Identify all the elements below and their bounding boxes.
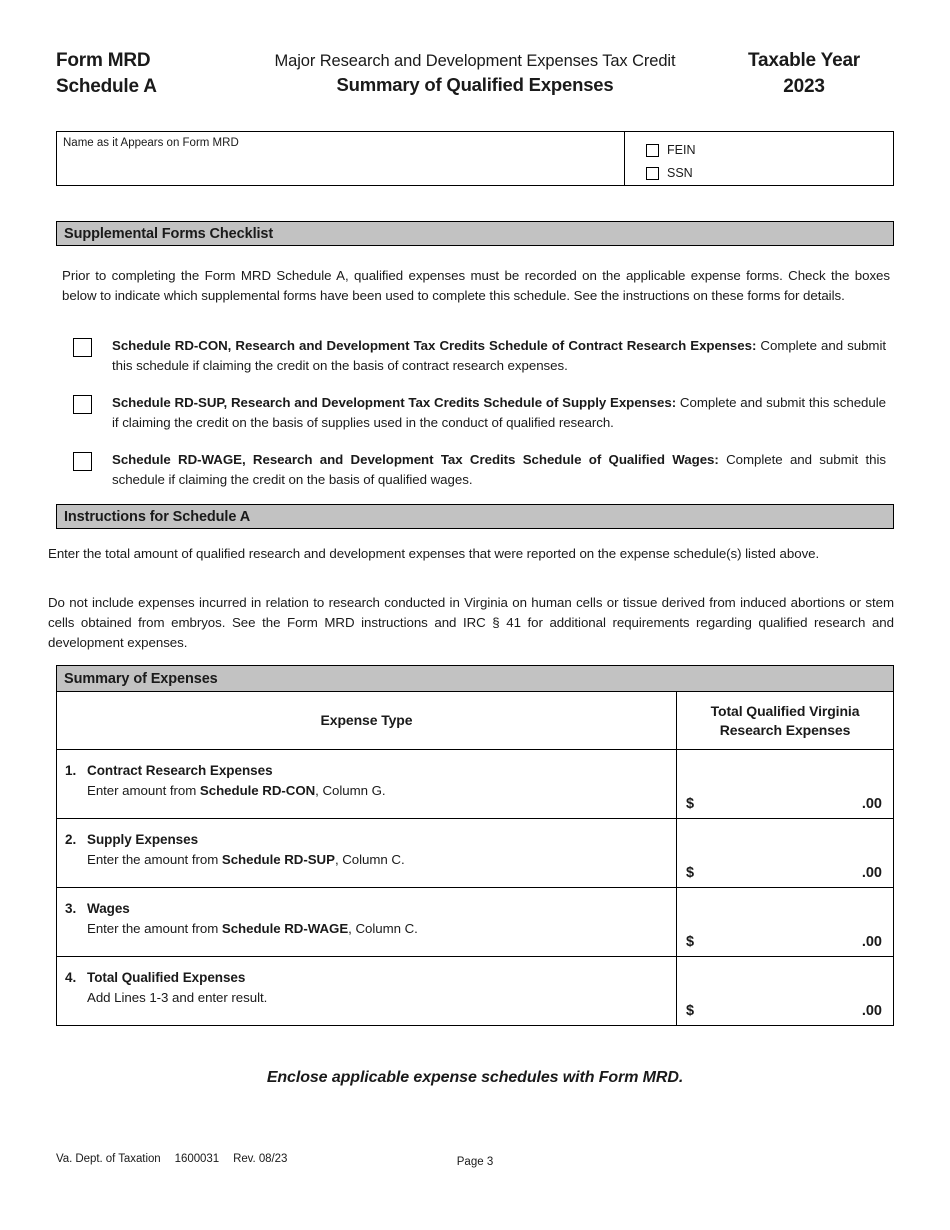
- rd-wage-detail: Complete and submit this schedule if claiming the credit on the basis of qualified wages.: [112, 451, 886, 488]
- rd-con-description: [112, 336, 886, 377]
- form-title-line2: Summary of Qualified Expenses: [336, 73, 614, 95]
- fein-checkbox[interactable]: [646, 144, 659, 157]
- row-1-cents: .00: [861, 796, 882, 812]
- row-4-title-line: [65, 968, 666, 988]
- footer-page-number: Page 3: [456, 1156, 494, 1168]
- row-3-cents: .00: [861, 934, 882, 950]
- summary-table-heading: Summary of Expenses: [57, 666, 893, 692]
- instructions-paragraph-2: Do not include expenses incurred in relation to research conducted in Virginia on human cells or tissue derived from induced abortions or stem cells obtained from embryos. See the Form MRD instructions and IRC § 41 for additional requirements regarding qualified research and development expenses.: [48, 595, 894, 651]
- expense-type-header-cell: [57, 692, 677, 749]
- row-4-amount-input[interactable]: [677, 957, 893, 1025]
- total-qualified-header-cell: [677, 692, 893, 749]
- name-and-id-box: [56, 131, 894, 186]
- checklist-item[interactable]: [73, 450, 886, 491]
- row-1-instruction-schedule: Schedule RD-CON: [199, 783, 316, 799]
- table-row: [57, 750, 893, 819]
- row-3-amount-input[interactable]: [677, 888, 893, 956]
- row-1-instruction: [65, 781, 666, 801]
- row-3-amount-cell[interactable]: [677, 888, 893, 956]
- taxable-year-value: 2023: [783, 75, 825, 97]
- row-2-instruction-pre: Enter the amount from: [87, 852, 222, 868]
- rd-con-detail: Complete and submit this schedule if claiming the credit on the basis of contract research expenses.: [112, 338, 886, 374]
- row-2-number: 2.: [65, 832, 77, 847]
- row-1-amount-cell[interactable]: [677, 750, 893, 818]
- row-1-amount-input[interactable]: [677, 750, 893, 818]
- row-2-description-cell: [57, 819, 677, 887]
- footer-form-number: 1600031: [174, 1153, 220, 1165]
- summary-of-expenses-table: [56, 665, 894, 1026]
- table-row: [57, 819, 893, 888]
- supplemental-forms-checklist-heading: Supplemental Forms Checklist: [56, 221, 894, 246]
- row-4-number: 4.: [65, 970, 77, 985]
- ssn-option-row[interactable]: [646, 163, 893, 183]
- row-2-instruction: [65, 850, 666, 870]
- row-4-title: Total Qualified Expenses: [87, 970, 246, 985]
- row-4-dollar-sign: $: [686, 1003, 695, 1019]
- fein-option-row[interactable]: [646, 140, 893, 160]
- table-row: [57, 888, 893, 957]
- row-4-instruction-pre: Add Lines 1-3 and enter result.: [87, 990, 268, 1006]
- row-1-number: 1.: [65, 763, 77, 778]
- checklist-item[interactable]: [73, 336, 886, 377]
- row-4-cents: .00: [861, 1003, 882, 1019]
- checklist-intro-paragraph: Prior to completing the Form MRD Schedule A, qualified expenses must be recorded on the applicable expense forms. Check the boxes below to indicate which supplemental forms have been used to complete this schedule. See the instructions on these forms for details.: [62, 268, 890, 304]
- ssn-checkbox[interactable]: [646, 167, 659, 180]
- row-1-title: Contract Research Expenses: [87, 763, 273, 778]
- row-3-description-cell: [57, 888, 677, 956]
- row-3-number: 3.: [65, 901, 77, 916]
- form-title: [236, 48, 714, 98]
- row-3-title: Wages: [87, 901, 130, 916]
- enclose-note: Enclose applicable expense schedules with Form MRD.: [266, 1069, 684, 1086]
- row-1-instruction-pre: Enter amount from: [87, 783, 200, 799]
- total-qualified-header-line2: Research Expenses: [719, 721, 851, 738]
- footer-agency: Va. Dept. of Taxation: [56, 1153, 161, 1165]
- ssn-label: SSN: [667, 166, 693, 180]
- row-3-instruction: [65, 919, 666, 939]
- name-field-cell[interactable]: [57, 132, 625, 185]
- rd-sup-title: Schedule RD-SUP, Research and Development Tax Credits Schedule of Supply Expenses:: [112, 394, 677, 410]
- name-field-label: Name as it Appears on Form MRD: [63, 137, 239, 149]
- row-2-cents: .00: [861, 865, 882, 881]
- row-3-instruction-schedule: Schedule RD-WAGE: [221, 921, 349, 937]
- row-3-instruction-pre: Enter the amount from: [87, 921, 222, 937]
- row-2-title-line: [65, 830, 666, 850]
- table-row: [57, 957, 893, 1025]
- rd-wage-checkbox[interactable]: [73, 452, 92, 471]
- row-2-instruction-schedule: Schedule RD-SUP: [221, 852, 335, 868]
- summary-table-header-row: [57, 692, 893, 750]
- expense-type-header: Expense Type: [320, 712, 413, 729]
- row-3-title-line: [65, 899, 666, 919]
- row-3-instruction-post: , Column C.: [348, 921, 418, 937]
- rd-sup-description: [112, 393, 886, 434]
- taxable-year: [714, 48, 894, 99]
- form-title-line1: Major Research and Development Expenses Tax Credit: [274, 52, 676, 70]
- checklist-item[interactable]: [73, 393, 886, 434]
- row-4-instruction: [65, 988, 666, 1008]
- id-type-cell: [625, 132, 893, 185]
- row-2-title: Supply Expenses: [87, 832, 199, 847]
- row-2-dollar-sign: $: [686, 865, 695, 881]
- footer-revision: Rev. 08/23: [233, 1153, 288, 1165]
- row-2-amount-input[interactable]: [677, 819, 893, 887]
- row-1-description-cell: [57, 750, 677, 818]
- rd-sup-checkbox[interactable]: [73, 395, 92, 414]
- row-1-dollar-sign: $: [686, 796, 695, 812]
- rd-wage-description: [112, 450, 886, 491]
- row-2-amount-cell[interactable]: [677, 819, 893, 887]
- row-1-title-line: [65, 761, 666, 781]
- row-1-instruction-post: , Column G.: [315, 783, 386, 799]
- form-name-line2: Schedule A: [56, 75, 157, 97]
- instructions-heading: Instructions for Schedule A: [56, 504, 894, 529]
- row-4-amount-cell[interactable]: [677, 957, 893, 1025]
- fein-label: FEIN: [667, 143, 696, 157]
- form-header: [56, 48, 894, 99]
- rd-con-title: Schedule RD-CON, Research and Development Tax Credits Schedule of Contract Research Expenses:: [112, 338, 757, 353]
- rd-con-checkbox[interactable]: [73, 338, 92, 357]
- row-2-instruction-post: , Column C.: [334, 852, 405, 868]
- instructions-paragraph-1: Enter the total amount of qualified research and development expenses that were reported on the expense schedule(s) listed above.: [48, 546, 820, 561]
- total-qualified-header: [711, 702, 860, 740]
- supplemental-forms-checklist: [73, 336, 886, 507]
- form-identifier: [56, 48, 236, 99]
- form-name-line1: Form MRD: [56, 50, 151, 71]
- rd-wage-title: Schedule RD-WAGE, Research and Development Tax Credits Schedule of Qualified Wages:: [112, 451, 719, 467]
- row-3-dollar-sign: $: [686, 934, 695, 950]
- rd-sup-detail: Complete and submit this schedule if claiming the credit on the basis of supplies used in the conduct of qualified research.: [112, 394, 886, 431]
- total-qualified-header-line1: Total Qualified Virginia: [710, 702, 860, 719]
- row-4-description-cell: [57, 957, 677, 1025]
- taxable-year-label: Taxable Year: [747, 50, 861, 71]
